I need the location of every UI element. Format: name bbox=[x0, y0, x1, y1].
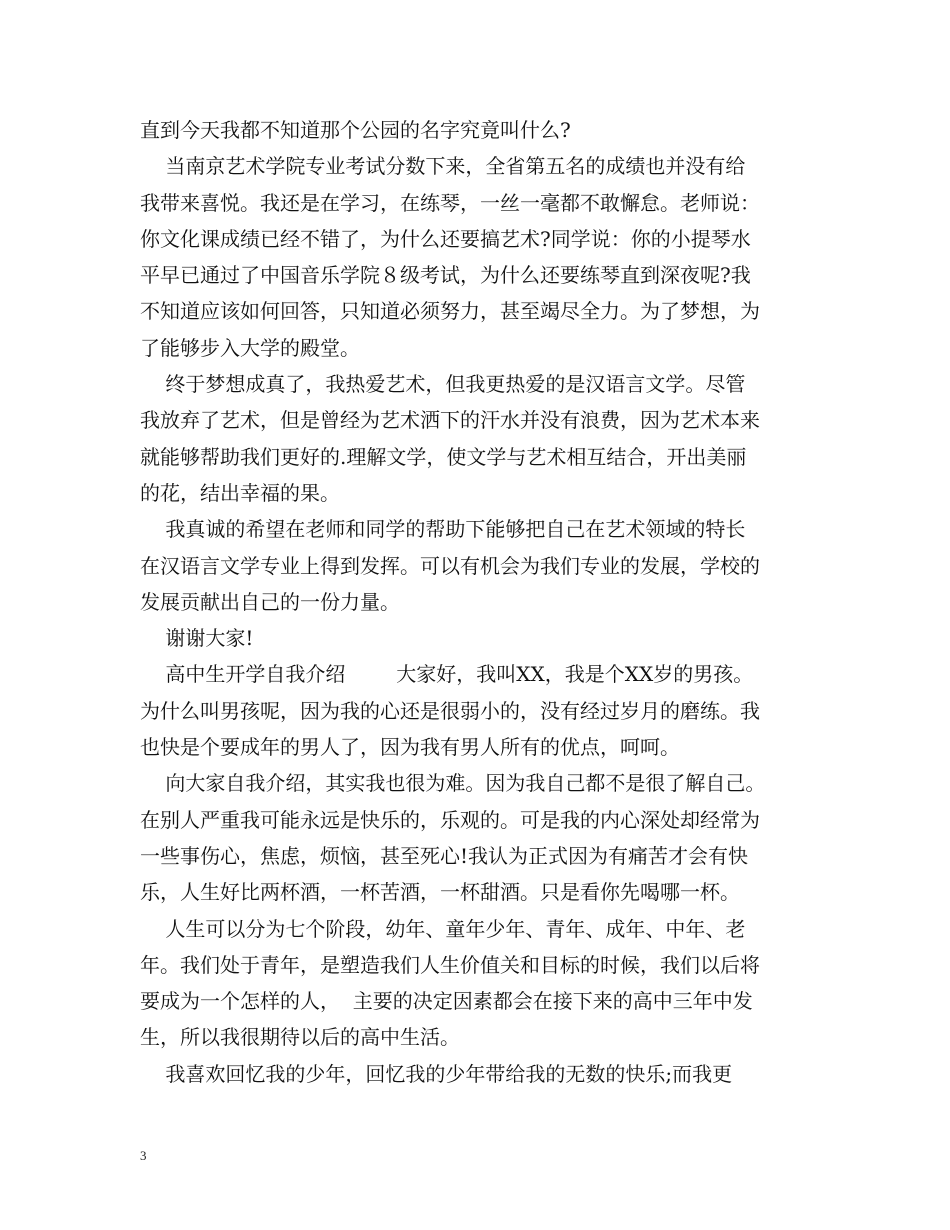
text-line: 当南京艺术学院专业考试分数下来，全省第五名的成绩也并没有给 bbox=[140, 154, 746, 179]
text-line: 谢谢大家! bbox=[140, 626, 254, 651]
text-line: 我带来喜悦。我还是在学习，在练琴，一丝一毫都不敢懈怠。老师说： bbox=[140, 190, 760, 215]
text-line: 我真诚的希望在老师和同学的帮助下能够把自己在艺术领域的特长 bbox=[140, 517, 746, 542]
body-text bbox=[140, 112, 820, 1092]
text-line: 我放弃了艺术，但是曾经为艺术洒下的汗水并没有浪费，因为艺术本来 bbox=[140, 408, 760, 433]
text-line: 就能够帮助我们更好的.理解文学，使文学与艺术相互结合，开出美丽 bbox=[140, 444, 747, 469]
text-line: 要成为一个怎样的人， 主要的决定因素都会在接下来的高中三年中发 bbox=[140, 989, 753, 1014]
text-line: 直到今天我都不知道那个公园的名字究竟叫什么? bbox=[140, 118, 571, 142]
page-number: 3 bbox=[140, 1148, 147, 1163]
text-line: 了能够步入大学的殿堂。 bbox=[140, 335, 360, 360]
text-line: 终于梦想成真了，我热爱艺术，但我更热爱的是汉语言文学。尽管 bbox=[140, 372, 746, 397]
text-line: 高中生开学自我介绍 大家好，我叫XX，我是个XX岁的男孩。 bbox=[140, 662, 754, 687]
text-line: 乐，人生好比两杯酒，一杯苦酒，一杯甜酒。只是看你先喝哪一杯。 bbox=[140, 880, 740, 905]
text-line: 也快是个要成年的男人了，因为我有男人所有的优点，呵呵。 bbox=[140, 735, 680, 760]
text-line: 的花，结出幸福的果。 bbox=[140, 480, 340, 505]
text-line: 一些事伤心，焦虑，烦恼，甚至死心!我认为正式因为有痛苦才会有快 bbox=[140, 843, 749, 868]
text-line: 我喜欢回忆我的少年，回忆我的少年带给我的无数的快乐;而我更 bbox=[140, 1061, 733, 1086]
text-line: 在汉语言文学专业上得到发挥。可以有机会为我们专业的发展，学校的 bbox=[140, 553, 760, 578]
text-line: 发展贡献出自己的一份力量。 bbox=[140, 589, 400, 614]
text-line: 不知道应该如何回答，只知道必须努力，甚至竭尽全力。为了梦想，为 bbox=[140, 299, 760, 324]
text-line: 年。我们处于青年，是塑造我们人生价值关和目标的时候，我们以后将 bbox=[140, 952, 760, 977]
text-line: 你文化课成绩已经不错了，为什么还要搞艺术?同学说：你的小提琴水 bbox=[140, 226, 751, 251]
text-line: 平早已通过了中国音乐学院８级考试，为什么还要练琴直到深夜呢?我 bbox=[140, 263, 751, 288]
text-line: 为什么叫男孩呢，因为我的心还是很弱小的，没有经过岁月的磨练。我 bbox=[140, 698, 760, 723]
text-line: 人生可以分为七个阶段，幼年、童年少年、青年、成年、中年、老 bbox=[140, 916, 746, 941]
text-line: 在别人严重我可能永远是快乐的，乐观的。可是我的内心深处却经常为 bbox=[140, 807, 760, 832]
text-line: 生，所以我很期待以后的高中生活。 bbox=[140, 1025, 460, 1050]
text-line: 向大家自我介绍，其实我也很为难。因为我自己都不是很了解自己。 bbox=[140, 771, 766, 796]
